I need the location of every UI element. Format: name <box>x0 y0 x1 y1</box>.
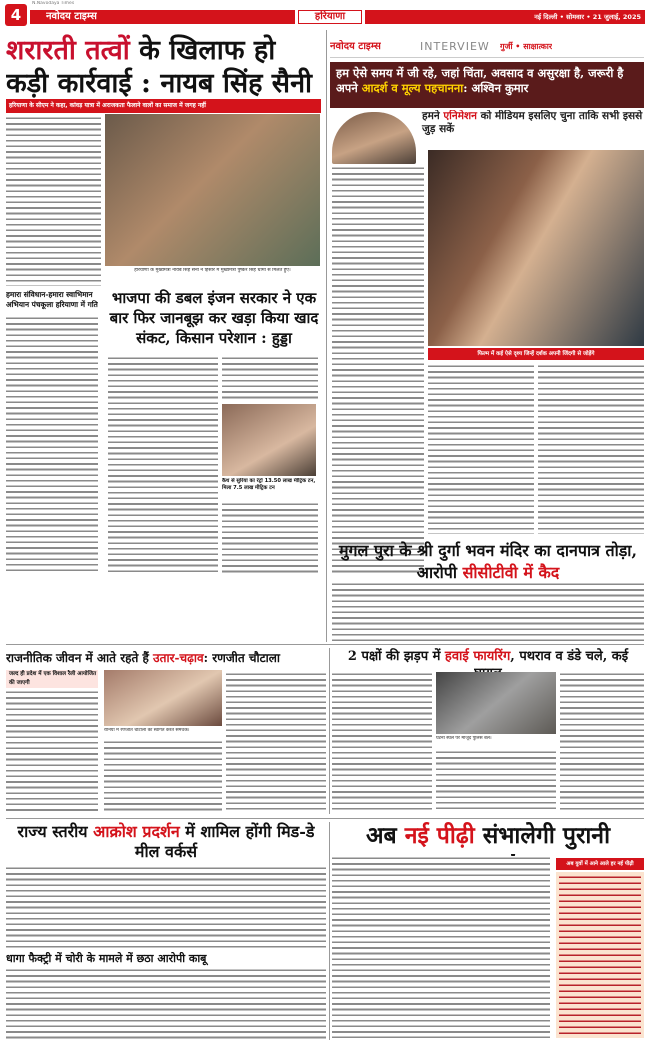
lead-photo <box>105 114 320 266</box>
lead-headline-rest: के खिलाफ हो कड़ी कार्रवाई : नायब सिंह सैनी <box>6 35 313 99</box>
lead-photo-caption: हरियाणा के मुख्यमंत्री नायब सिंह सैनी ने हिसार में मुख्यमंत्री पुष्कर सिंह धामी से मिलते हुए। <box>134 268 291 273</box>
lead-headline-highlight: शरारती तत्वों <box>6 35 130 66</box>
politics-headline-highlight: उतार-चढ़ाव <box>153 651 204 665</box>
paper-ref: N.Navodaya Times <box>32 1 75 6</box>
mughal-headline <box>332 540 644 584</box>
firing-headline-highlight: हवाई फायरिंग <box>444 649 511 664</box>
hooda-headline: भाजपा की डबल इंजन सरकार ने एक बार फिर जानबूझ कर खड़ा किया खाद संकट, किसान परेशान : हुड्डा <box>109 289 319 347</box>
politics-body-column-1 <box>6 690 98 812</box>
generation-headline-highlight: नई पीढ़ी <box>404 822 475 849</box>
firing-headline-a: 2 पक्षों की झड़प में <box>347 649 445 664</box>
mughal-body <box>332 582 644 642</box>
firing-headline-b: , पथराव व डंडे चले, कई <box>510 649 629 664</box>
generation-sidebar <box>556 872 644 1038</box>
interview-photo-caption: फिल्म में कई ऐसे दृश्य जिन्हें दर्शक अपनी जिंदगी से जोड़ेंगे <box>428 348 644 360</box>
hooda-body-column-1 <box>108 356 218 574</box>
lead-headline <box>6 34 321 100</box>
divider <box>6 818 644 819</box>
interview-sub-highlight: एनिमेशन <box>443 110 477 122</box>
column-divider <box>326 30 327 642</box>
theft-headline: धागा फैक्ट्री में चोरी के मामले में छठा आरोपी काबू <box>6 952 207 965</box>
politics-photo-caption: रानिया में रणजीत चौटाला का स्वागत करते समर्थक। <box>104 728 190 733</box>
politics-photo <box>104 670 222 726</box>
generation-body <box>332 856 550 1038</box>
section-label: हरियाणा <box>298 10 362 24</box>
constitution-body <box>6 316 98 574</box>
interview-headline-a: हम ऐसे समय में जी रहे, जहां चिंता, अवसाद व असुरक्षा है, जरूरी है अपने <box>336 66 624 95</box>
protest-headline-highlight: आक्रोश प्रदर्शन <box>93 822 180 841</box>
generation-sidebar-heading: अब युवों में आने आले हर नई पीढ़ी <box>556 858 644 870</box>
interview-tag: INTERVIEW <box>420 40 490 53</box>
lead-strapline: हरियाणा के सीएम ने कहा, कांवड़ यात्रा में अराजकता फैलाने वालों का समाज में जगह नहीं <box>6 99 321 113</box>
hooda-photo-caption: कैथ से सुरिया का रेट्रो 13.50 लाख मीट्रिक टन, मिला 7.5 लाख मीट्रिक टन <box>222 478 316 491</box>
divider <box>6 644 644 645</box>
firing-body-column-2 <box>436 750 556 812</box>
firing-photo-caption: घटना स्थल पर मौजूद पुलिस बल। <box>436 736 492 741</box>
interview-brand: नवोदय टाइम्स <box>330 41 381 52</box>
hooda-body-column-2 <box>222 356 318 402</box>
lead-body-column <box>6 116 101 286</box>
generation-headline-b: संभालेगी पुरानी <box>482 822 611 849</box>
mughal-headline-a: मुगल पुरा के श्री दुर्गा भवन मंदिर का दानपात्र तोड़ा, आरोपी <box>338 541 638 582</box>
date-line: नई दिल्ली • सोमवार • 21 जुलाई, 2025 <box>534 13 641 21</box>
protest-headline <box>6 822 326 862</box>
politics-body-column-3 <box>226 672 326 812</box>
firing-photo <box>436 672 556 734</box>
column-divider <box>329 822 330 1040</box>
politics-headline-b: : रणजीत चौटाला <box>203 651 280 665</box>
interview-photo <box>428 150 644 346</box>
hooda-photo <box>222 404 316 476</box>
brand-name: नवोदय टाइम्स <box>46 11 97 22</box>
protest-body <box>6 866 326 948</box>
interview-label: गुर्जी • साक्षात्कार <box>500 42 553 51</box>
mughal-headline-highlight: सीसीटीवी में कैद <box>462 563 560 582</box>
interview-sub-b: को मीडियम इसलिए चुना ताकि सभी इससे जुड़ सकें <box>422 110 643 135</box>
column-divider <box>329 648 330 814</box>
protest-headline-b: में शामिल होंगी मिड-डे मील वर्कर्स <box>134 822 315 861</box>
constitution-headline: हमारा संविधान-हमारा स्वाभिमान अभियान पंचकूला हरियाणा में गति <box>6 290 98 309</box>
firing-body-column-3 <box>560 672 644 812</box>
politics-body-column-2 <box>104 740 222 812</box>
interview-body-column-1 <box>332 166 424 574</box>
politics-headline-a: राजनीतिक जीवन में आते रहते हैं <box>6 651 154 665</box>
interview-sub-a: हमने <box>422 110 444 122</box>
hooda-body-column-3 <box>222 502 318 574</box>
protest-headline-a: राज्य स्तरीय <box>17 822 94 841</box>
interview-body-column-3 <box>538 364 644 534</box>
politics-highlight-box: जल्द ही प्रदेश में एक विशाल रैली आयोजित की जाएगी <box>6 670 98 688</box>
interview-headline <box>330 62 644 108</box>
firing-body-column-1 <box>332 672 432 812</box>
interview-headline-highlight: आदर्श व मूल्य पहचानना <box>361 81 464 95</box>
interview-headline-b: : अश्विन कुमार <box>463 81 529 95</box>
page-number: 4 <box>5 4 27 26</box>
interview-body-column-2 <box>428 364 534 534</box>
theft-body <box>6 968 326 1040</box>
generation-headline-a: अब <box>365 822 405 849</box>
generation-sidebar-text <box>559 875 641 1035</box>
politics-headline <box>6 650 326 666</box>
